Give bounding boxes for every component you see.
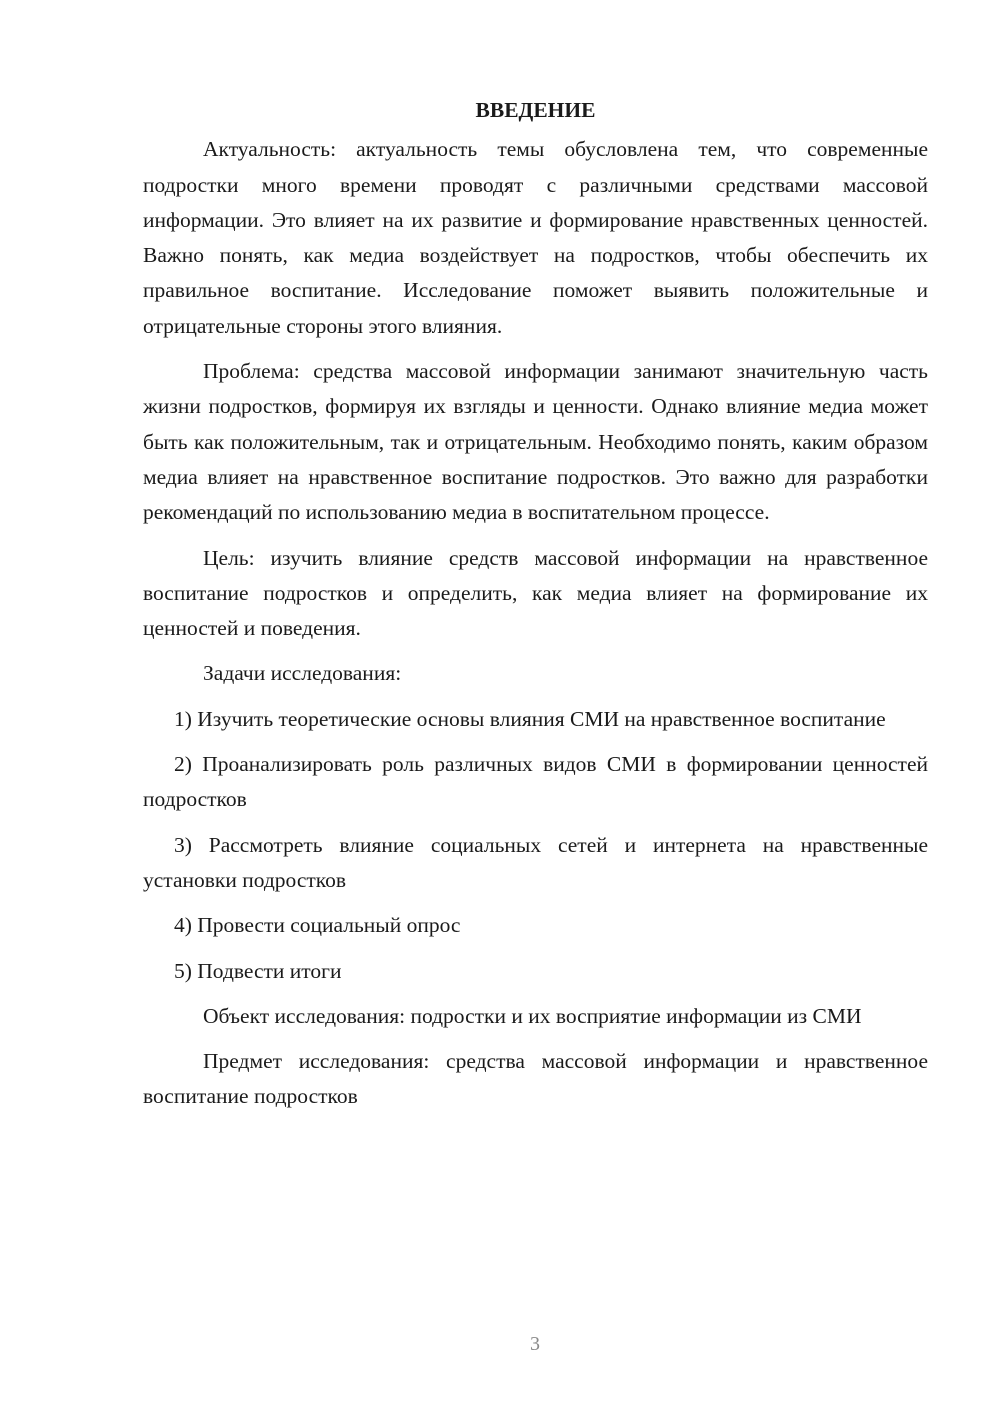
task-item-5: 5) Подвести итоги (174, 958, 342, 983)
task-item-2: 2) Проанализировать роль различных видов СМИ в формировании ценностей подростков (143, 752, 928, 812)
task-item-4: 4) Провести социальный опрос (174, 913, 461, 938)
paragraph-problem: Проблема: средства массовой информации занимают значительную часть жизни подростков, формируя их взгляды и ценности. Однако влияние медиа может быть как положительным, так и отрицательным. Необходимо понять, каким образом медиа влияет на нравственное воспитание подростков. Это важно для разработки рекомендаций по использованию медиа в воспитательном процессе. (143, 359, 928, 525)
task-item-1: 1) Изучить теоретические основы влияния СМИ на нравственное воспитание (174, 706, 886, 731)
page-content (143, 93, 928, 1115)
paragraph-goal: Цель: изучить влияние средств массовой информации на нравственное воспитание подростков и определить, как медиа влияет на формирование их ценностей и поведения. (143, 545, 928, 641)
paragraph-subject: Предмет исследования: средства массовой информации и нравственное воспитание подростков (143, 1049, 928, 1109)
paragraph-object: Объект исследования: подростки и их восприятие информации из СМИ (203, 1003, 862, 1028)
section-title: ВВЕДЕНИЕ (475, 98, 596, 122)
tasks-heading: Задачи исследования: (203, 661, 402, 686)
page-number: 3 (530, 1333, 540, 1355)
paragraph-relevance: Актуальность: актуальность темы обусловлена тем, что современные подростки много времени проводят с различными средствами массовой информации. Это влияет на их развитие и формирование нравственных ценностей. Важно понять, как медиа воздействует на подростков, чтобы обеспечить их правильное воспитание. Исследование поможет выявить положительные и отрицательные стороны этого влияния. (143, 137, 928, 338)
task-item-3: 3) Рассмотреть влияние социальных сетей и интернета на нравственные установки подростков (143, 832, 928, 892)
